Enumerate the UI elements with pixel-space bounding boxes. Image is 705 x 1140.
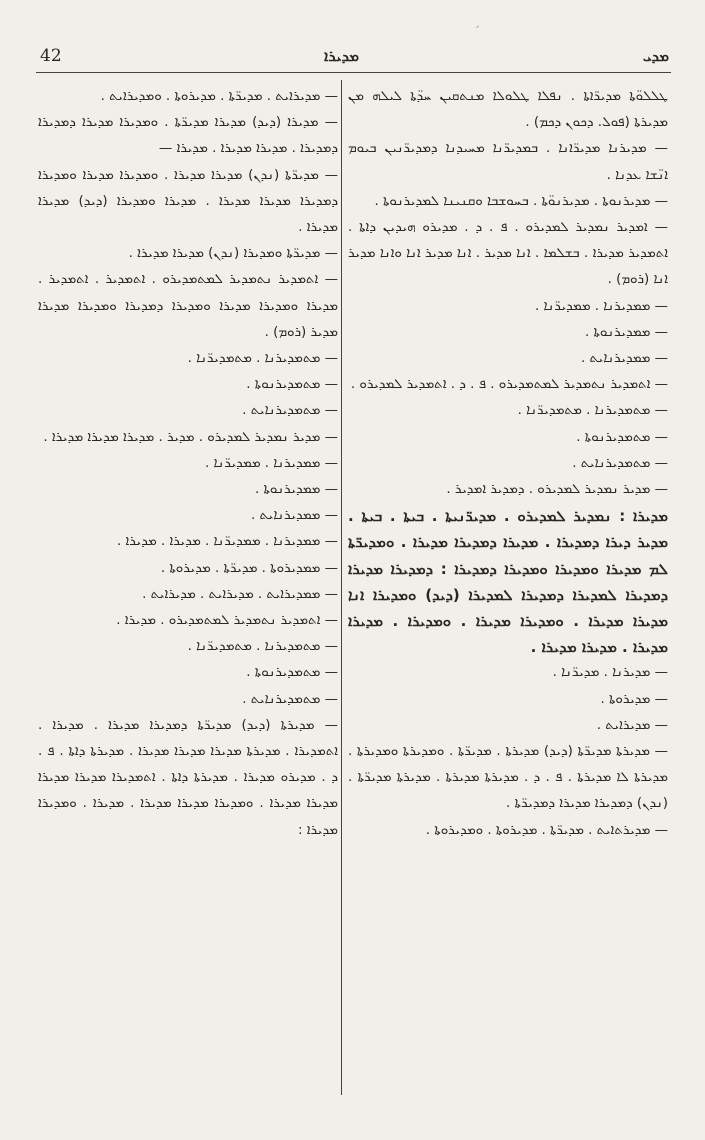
header-rule (36, 72, 671, 73)
entry-paragraph: — ܡܕܝܪ ܢܡܕܝܪ ܠܡܕܝܪܘ . ܕܡܕܝܪ ܐܡܕܝܪ . (446, 482, 668, 498)
entry-paragraph: — ܡܕܝܪܬܐܝܬ . ܡܕܝܪ̈ܬܐ . ܡܕܝܪܘܬܐ . ܘܡܕܝܪܘܬܐ . (425, 822, 668, 838)
entry-paragraph: ܛܠܠܘ̈ܬܐ ܡܕܝܪ̈ܐܬܐ . ܢܦܠܐ ܛܠܘܠܐ ܡܢܬܩܝܢ ܚܕ̈ܬܐ ܠܝܠܗ ܡܢ ܡܕܝܪܬܐ (ܦܘܠ. ܕܟܘܢ ܕܟܡ) . (348, 89, 668, 131)
entry-paragraph: — ܡܡܕܝܪܢܐ . ܡܡܕܝܪ̈ܢܐ . ܡܕܝܪܐ . ܡܕܝܪܐ . (116, 534, 338, 550)
entry-paragraph: — ܐܬܡܕܝܪ ܢܬܡܕܝܪ ܠܡܬܡܕܝܪܘ . ܐܬܡܕܝܪ . ܐܬܡܕܝܪ . ܡܕܝܪܐ ܘܡܕܝܪܐ ܡܕܝܪܐ ܘܡܕܝܪܐ ܕܡܕܝܪܐ ܘܡܕܝܪܐ ܡܕܝܪܐ ܡܕܝܪ (ܪܘܡ) . (38, 272, 338, 340)
entry-paragraph: — ܡܬܡܕܝܪܢܐ . ܡܬܡܕܝܪ̈ܢܐ . (187, 351, 338, 367)
entry-paragraph: — ܡܬܡܕܝܪܢܐ . ܡܬܡܕܝܪ̈ܢܐ . (187, 639, 338, 655)
entry-paragraph: — ܡܡܕܝܪܐܝܬ . ܡܕܝܪܐܝܬ . ܡܕܝܪܐܝܬ . (142, 586, 338, 602)
entry-paragraph: — ܡܡܕܝܪܢܐ . ܡܡܕܝܪ̈ܢܐ . (205, 455, 338, 471)
entry-paragraph: — ܡܡܕܝܪܢܐ . ܡܡܕܝܪ̈ܢܐ . (535, 298, 668, 314)
entry-paragraph: — ܡܕܝܪܢܐ . ܡܕܝܪ̈ܢܐ . (552, 665, 668, 681)
entry-paragraph: — ܡܕܝܪܘܬܐ . (600, 691, 668, 707)
entry-paragraph: — ܡܕܝܪܐ (ܕܝܕ) ܡܕܝܪܐ ܡܕܝܪ̈ܬܐ . ܘܡܕܝܪܐ ܡܕܝܪܐ ܕܡܕܝܪܐ ܕܡܕܝܪܐ . ܡܕܝܪܐ ܡܕܝܪܐ . ܡܕܝܪܐ — (38, 115, 338, 157)
entry-paragraph: — ܡܡܕܝܪܢܘܬܐ . (584, 324, 668, 340)
entry-paragraph: — ܐܬܡܕܝܪ ܢܬܡܕܝܪ ܠܡܬܡܕܝܪܘ . ܦ . ܕ . ܐܬܡܕܝܪ ܠܡܕܝܪܘ . (350, 377, 668, 393)
entry-paragraph: — ܡܬܡܕܝܪܢܘܬܐ . (576, 429, 668, 445)
entry-paragraph: — ܡܡܕܝܪܘܬܐ . ܡܕܝܪ̈ܬܐ . ܡܕܝܪܘܬܐ . (160, 560, 338, 576)
page-number: 42 (40, 46, 62, 66)
right-column (348, 84, 668, 844)
entry-paragraph: — ܐܡܕܝܪ ܢܡܕܝܪ ܠܡܕܝܪܘ . ܦ . ܕ . ܡܕܝܪܘ ܗܝܕܝܢ ܕܐܬܐ . ܐܬܡܕܝܪ ܡܕܝܪܐ . ܒܫܠܡܐ . ܐܢܐ ܡܕܝܪ . ܐܢܐ ܡܕܝܪ ܐܢܐ ܘܐܢܐ ܡܕܝܪ ܐܢܐ (ܪܘܡ) . (348, 220, 668, 288)
entry-paragraph: — ܡܕܝܪܐܝܬ . (596, 717, 668, 733)
entry-paragraph: — ܡܕܝܪ ܢܡܕܝܪ ܠܡܕܝܪܘ . ܡܕܝܪ . ܡܕܝܪܐ ܡܕܝܪܐ ܡܕܝܪܐ . (43, 429, 338, 445)
column-separator (341, 80, 342, 1095)
entry-paragraph: — ܡܕܝܪ̈ܬܐ ܘܡܕܝܪܐ (ܢܕܢ) ܡܕܝܪܐ ܡܕܝܪܐ . (128, 246, 338, 262)
entry-paragraph: — ܡܡܕܝܪܢܘܬܐ . (254, 482, 338, 498)
entry-paragraph: — ܐܬܡܕܝܪ ܢܬܡܕܝܪ ܠܡܬܡܕܝܪܘ . ܡܕܝܪܐ . (116, 613, 338, 629)
entry-paragraph: — ܡܕܝܪ̈ܬܐ (ܢܕܢ) ܡܕܝܪܐ ܡܕܝܪܐ . ܘܡܕܝܪܐ ܡܕܝܪܐ ܘܡܕܝܪܐ ܕܡܕܝܪܐ ܡܕܝܪܐ ܡܕܝܪܐ . ܡܕܝܪܐ ܘܡܕܝܪܐ (ܕܝܕ) ܡܕܝܪܐ ܡܕܝܪܐ . (38, 167, 338, 236)
left-column (38, 84, 338, 844)
entry-paragraph: — ܡܕܝܪܐܝܬ . ܡܕܝܪ̈ܬܐ . ܡܕܝܪܘܬܐ . ܘܡܕܝܪܐܝܬ . (100, 89, 338, 104)
entry-paragraph: — ܡܡܕܝܪܢܐܝܬ . (580, 351, 668, 367)
entry-paragraph: — ܡܬܡܕܝܪܢܘܬܐ . (246, 665, 338, 681)
entry-paragraph: — ܡܬܡܕܝܪܢܐ . ܡܬܡܕܝܪ̈ܢܐ . (517, 403, 668, 419)
entry-paragraph: — ܡܬܡܕܝܪܢܐܝܬ . (242, 691, 338, 707)
entry-paragraph: — ܡܕܝܪܬܐ (ܕܝܕ) ܡܕܝܪ̈ܬܐ ܕܡܕܝܪܐ ܡܕܝܪܐ . ܡܕܝܪܐ . ܐܬܡܕܝܪܐ . ܡܕܝܪܬܐ ܡܕܝܪܐ ܡܕܝܪܐ ܡܕܝܪܐ . ܡܕܝܪܬܐ ܕܐܬܐ . ܦ . ܕ . ܡܕܝܪܘ ܡܕܝܪܐ . ܡܕܝܪܬܐ ܕܐܬܐ . ܐܬܡܕܝܪܐ ܡܕܝܪܐ ܡܕܝܪܐ ܡܕܝܪܐ ܡܕܝܪܐ . ܘܡܕܝܪܐ ܡܕܝܪܐ ܡܕܝܪܐ . ܡܕܝܪܐ . ܘܡܕܝܪܐ ܡܕܝܪܐ : (38, 717, 338, 838)
entry-paragraph: — ܡܡܕܝܪܢܐܝܬ . (250, 508, 338, 524)
entry-paragraph: — ܡܬܡܕܝܪܢܘܬܐ . (246, 377, 338, 393)
entry-paragraph: — ܡܬܡܕܝܪܢܐܝܬ . (572, 455, 668, 471)
running-head-center: ܡܕܝܪܐ (324, 47, 360, 65)
entry-paragraph: — ܡܕܝܪܬܐ ܡܕܝܪ̈ܬܐ (ܕܝܕ) ܡܕܝܪܬܐ . ܡܕܝܪ̈ܬܐ . ܘܡܕܝܪܬܐ ܘܡܕܝܪܬܐ . ܡܕܝܪܬܐ ܠܐ ܡܕܝܪܬܐ . ܦ . ܕ . ܡܕܝܪܬܐ ܡܕܝܪܬܐ . ܡܕܝܪܬܐ ܡܕܝܪ̈ܬܐ . (ܢܕܢ) ܕܡܕܝܪܐ ܡܕܝܪܐ ܕܡܕܝܪ̈ܬܐ . (348, 744, 668, 812)
entry-paragraph: — ܡܕܝܪܢܘܬܐ . ܡܕܝܪܢܘ̈ܬܐ . ܒܚܘܫܒܐ ܘܩܢܝܢܐ ܠܡܕܝܪܢܘܬܐ . (374, 193, 668, 209)
top-mark: ˏ (474, 14, 480, 28)
entry-paragraph: — ܡܕܝܪܢܐ ܡܕܝܪ̈ܐܢܐ . ܒܡܕܝܪ̈ܢܐ ܡܚܝܕܢܐ ܕܡܕܝܪ̈ܢܝܢ ܒܝܘܡ ܐܢ̈ܫܐ ܥܕܢܐ . (348, 141, 668, 183)
running-head-right: ܡܕܝ (642, 47, 669, 65)
entry-headword-paragraph: ܡܕܝܪܐ : ܢܡܕܝܪ ܠܡܕܝܪܘ . ܡܕܝܪ̈ܢܝܬܐ . ܒܝܬܐ . ܒܝܬܐ . ܡܕܝܪ ܕܝܪܐ ܕܡܕܝܪܐ . ܡܕܝܪܐ ܕܡܕܝܪܐ ܡܕܝܪܐ . ܘܡܕܝܪ̈ܬܐ ܠܡ ܡܕܝܪܐ ܘܡܕܝܪܐ ܘܡܕܝܪܐ ܕܡܕܝܪܐ : ܕܡܕܝܪܐ ܡܕܝܪܐ ܕܡܕܝܪܐ ܠܡܕܝܪܐ ܕܡܕܝܪܐ ܠܡܕܝܪܐ (ܕܝܕ) ܘܡܕܝܪܐ ܐܢܐ ܡܕܝܪܐ ܡܕܝܪܐ . ܘܡܕܝܪܐ ܡܕܝܪܐ . ܘܡܕܝܪܐ . ܡܕܝܪܐ ܡܕܝܪܐ . ܡܕܝܪܐ ܡܕܝܪܐ . (348, 507, 668, 657)
entry-paragraph: — ܡܬܡܕܝܪܢܐܝܬ . (242, 403, 338, 419)
